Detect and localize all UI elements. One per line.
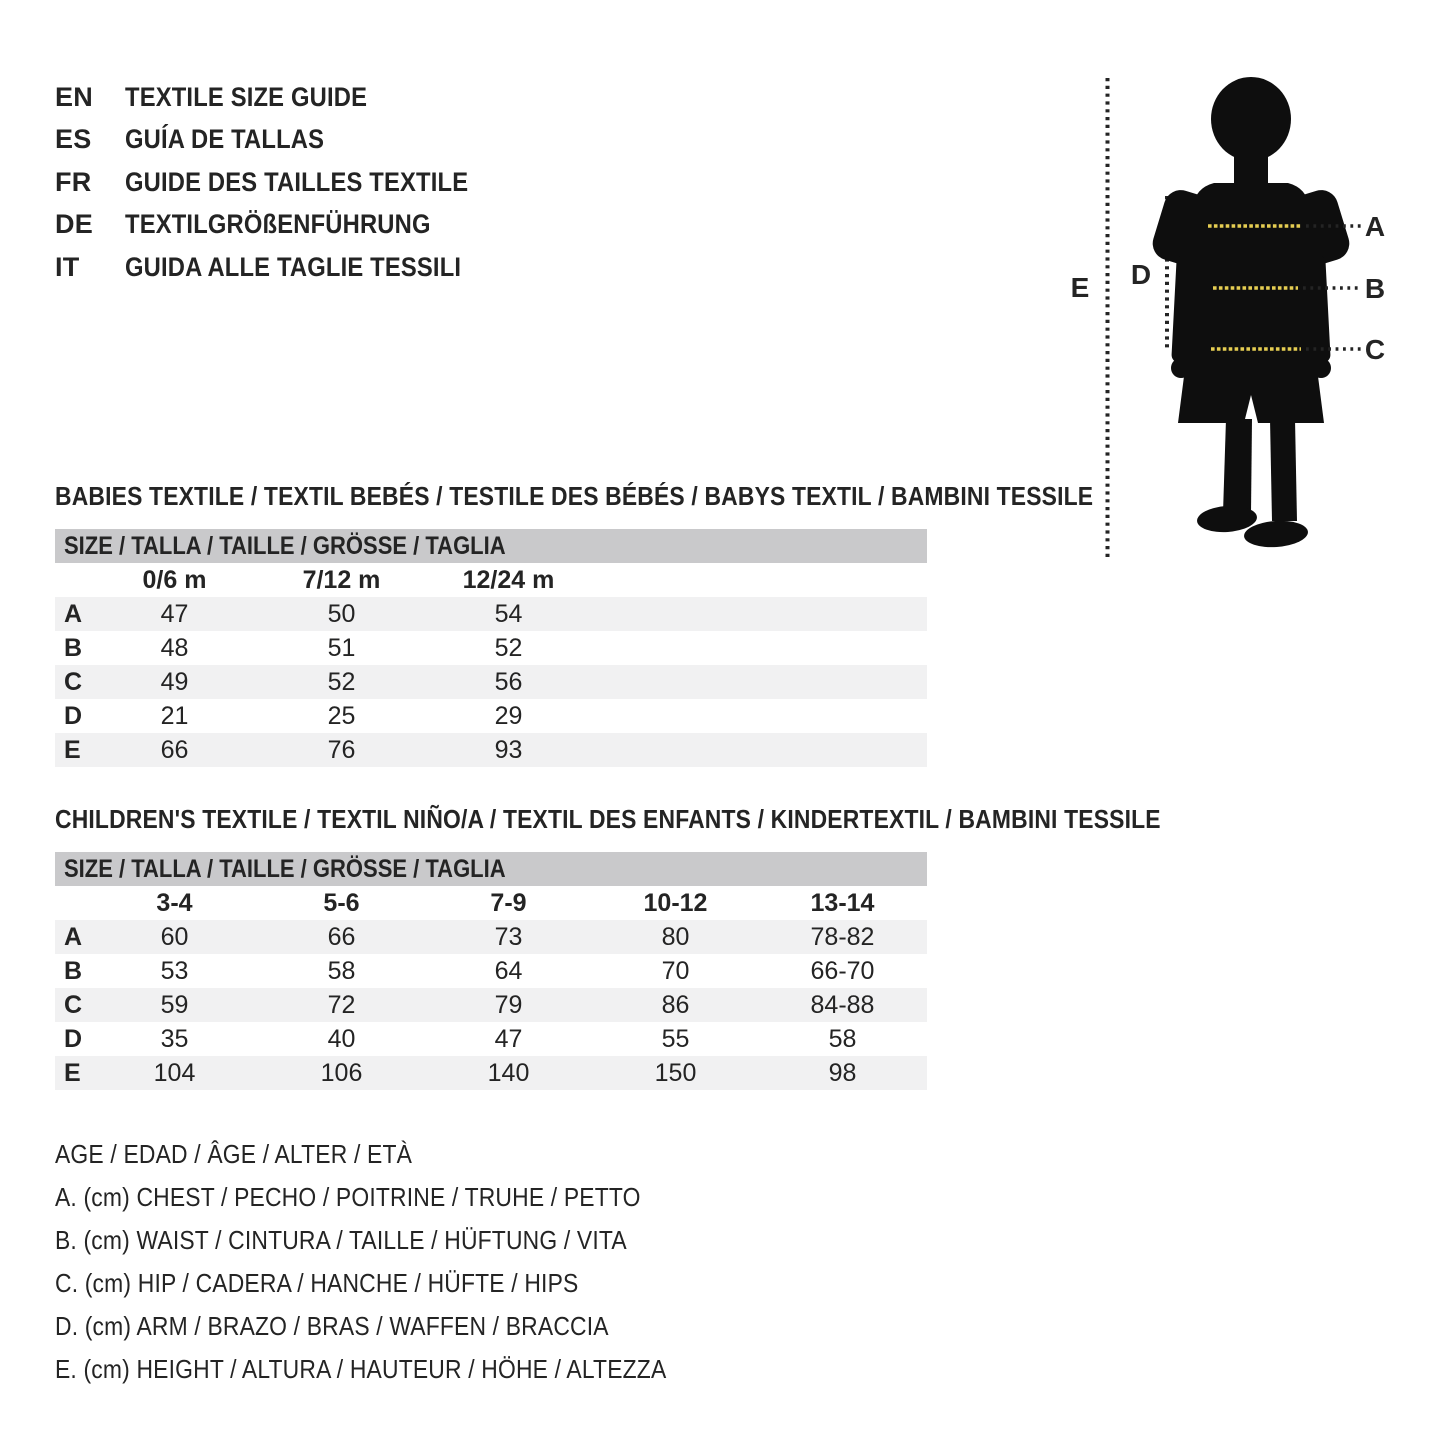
row-label: C [64, 990, 83, 1019]
label-c: C [1364, 334, 1386, 365]
babies-section [55, 481, 1235, 767]
table-cell: 66 [160, 735, 189, 764]
legend-line-waist: B. (cm) WAIST / CINTURA / TAILLE / HÜFTUNG / VITA [55, 1225, 627, 1255]
children-section-title: CHILDREN'S TEXTILE / TEXTIL NIÑO/A / TEXTIL DES ENFANTS / KINDERTEXTIL / BAMBINI TESSILE [55, 804, 1161, 834]
language-code: IT [55, 251, 80, 282]
table-cell: 76 [327, 735, 356, 764]
table-cell: 104 [153, 1058, 196, 1087]
table-cell: 52 [327, 667, 356, 696]
children-section [55, 804, 1311, 1090]
table-cell: 35 [160, 1024, 189, 1053]
babies-section-title: BABIES TEXTILE / TEXTIL BEBÉS / TESTILE DES BÉBÉS / BABYS TEXTIL / BAMBINI TESSILE [55, 481, 1094, 511]
table-cell: 53 [160, 956, 189, 985]
legend-line-age: AGE / EDAD / ÂGE / ALTER / ETÀ [55, 1139, 413, 1169]
table-cell: 140 [487, 1058, 530, 1087]
language-title: GUIDA ALLE TAGLIE TESSILI [125, 251, 462, 282]
legend-line-chest: A. (cm) CHEST / PECHO / POITRINE / TRUHE / PETTO [55, 1182, 641, 1212]
table-cell: 54 [494, 599, 523, 628]
table-cell: 86 [661, 990, 690, 1019]
column-header: 12/24 m [462, 565, 555, 594]
row-label: E [64, 735, 81, 764]
table-row [55, 988, 927, 1022]
language-row [55, 246, 515, 289]
row-label: E [64, 1058, 81, 1087]
table-row [55, 597, 927, 631]
language-code: ES [55, 124, 92, 155]
legend-line-hip: C. (cm) HIP / CADERA / HANCHE / HÜFTE / HIPS [55, 1268, 579, 1298]
table-row [55, 631, 927, 665]
table-cell: 25 [327, 701, 356, 730]
legend-line-height: E. (cm) HEIGHT / ALTURA / HAUTEUR / HÖHE / ALTEZZA [55, 1354, 667, 1384]
label-d: D [1130, 259, 1152, 290]
row-label: D [64, 701, 83, 730]
table-cell: 52 [494, 633, 523, 662]
row-label: B [64, 956, 83, 985]
legend-line-arm: D. (cm) ARM / BRAZO / BRAS / WAFFEN / BRACCIA [55, 1311, 609, 1341]
table-cell: 56 [494, 667, 523, 696]
child-silhouette-icon [1148, 77, 1353, 549]
column-header-row [55, 886, 927, 920]
column-header: 0/6 m [142, 565, 207, 594]
row-label: D [64, 1024, 83, 1053]
language-title: GUIDE DES TAILLES TEXTILE [125, 166, 469, 197]
language-code: FR [55, 166, 92, 197]
babies-size-table [55, 529, 927, 767]
language-row [55, 204, 515, 247]
table-cell: 72 [327, 990, 356, 1019]
column-header-row [55, 563, 927, 597]
row-label: C [64, 667, 83, 696]
language-row [55, 76, 515, 119]
column-header: 13-14 [810, 888, 875, 917]
table-row [55, 1056, 927, 1090]
label-a: A [1364, 211, 1386, 242]
language-title: TEXTILGRÖßENFÜHRUNG [125, 209, 431, 240]
table-cell: 55 [661, 1024, 690, 1053]
table-cell: 29 [494, 701, 523, 730]
table-cell: 80 [661, 922, 690, 951]
table-row [55, 733, 927, 767]
table-cell: 79 [494, 990, 523, 1019]
language-code: DE [55, 209, 93, 240]
table-cell: 21 [160, 701, 189, 730]
row-label: A [64, 922, 83, 951]
table-cell: 47 [494, 1024, 523, 1053]
children-size-table [55, 852, 927, 1090]
column-header: 5-6 [323, 888, 360, 917]
language-code: EN [55, 81, 93, 112]
table-header-bar: SIZE / TALLA / TAILLE / GRÖSSE / TAGLIA [55, 852, 927, 886]
table-row [55, 665, 927, 699]
language-row [55, 119, 515, 162]
table-cell: 49 [160, 667, 189, 696]
table-cell: 50 [327, 599, 356, 628]
table-cell: 66-70 [810, 956, 875, 985]
label-b: B [1364, 273, 1386, 304]
measurement-legend [55, 1133, 750, 1391]
column-header: 7-9 [490, 888, 527, 917]
table-cell: 98 [828, 1058, 857, 1087]
row-label: A [64, 599, 83, 628]
table-cell: 70 [661, 956, 690, 985]
table-cell: 58 [828, 1024, 857, 1053]
table-row [55, 1022, 927, 1056]
table-row [55, 920, 927, 954]
table-cell: 47 [160, 599, 189, 628]
label-e: E [1070, 272, 1090, 303]
table-cell: 73 [494, 922, 523, 951]
column-header: 3-4 [156, 888, 193, 917]
table-cell: 58 [327, 956, 356, 985]
table-row [55, 699, 927, 733]
table-row [55, 954, 927, 988]
table-cell: 64 [494, 956, 523, 985]
table-cell: 59 [160, 990, 189, 1019]
column-header: 7/12 m [302, 565, 381, 594]
table-cell: 48 [160, 633, 189, 662]
table-cell: 78-82 [810, 922, 875, 951]
language-title-list [55, 76, 515, 289]
language-row [55, 161, 515, 204]
table-cell: 93 [494, 735, 523, 764]
table-cell: 51 [327, 633, 356, 662]
table-header-bar: SIZE / TALLA / TAILLE / GRÖSSE / TAGLIA [55, 529, 927, 563]
table-cell: 106 [320, 1058, 363, 1087]
table-cell: 66 [327, 922, 356, 951]
column-header: 10-12 [643, 888, 708, 917]
row-label: B [64, 633, 83, 662]
table-cell: 84-88 [810, 990, 875, 1019]
table-cell: 150 [654, 1058, 697, 1087]
language-title: TEXTILE SIZE GUIDE [125, 81, 368, 112]
table-cell: 60 [160, 922, 189, 951]
table-cell: 40 [327, 1024, 356, 1053]
language-title: GUÍA DE TALLAS [125, 124, 325, 155]
